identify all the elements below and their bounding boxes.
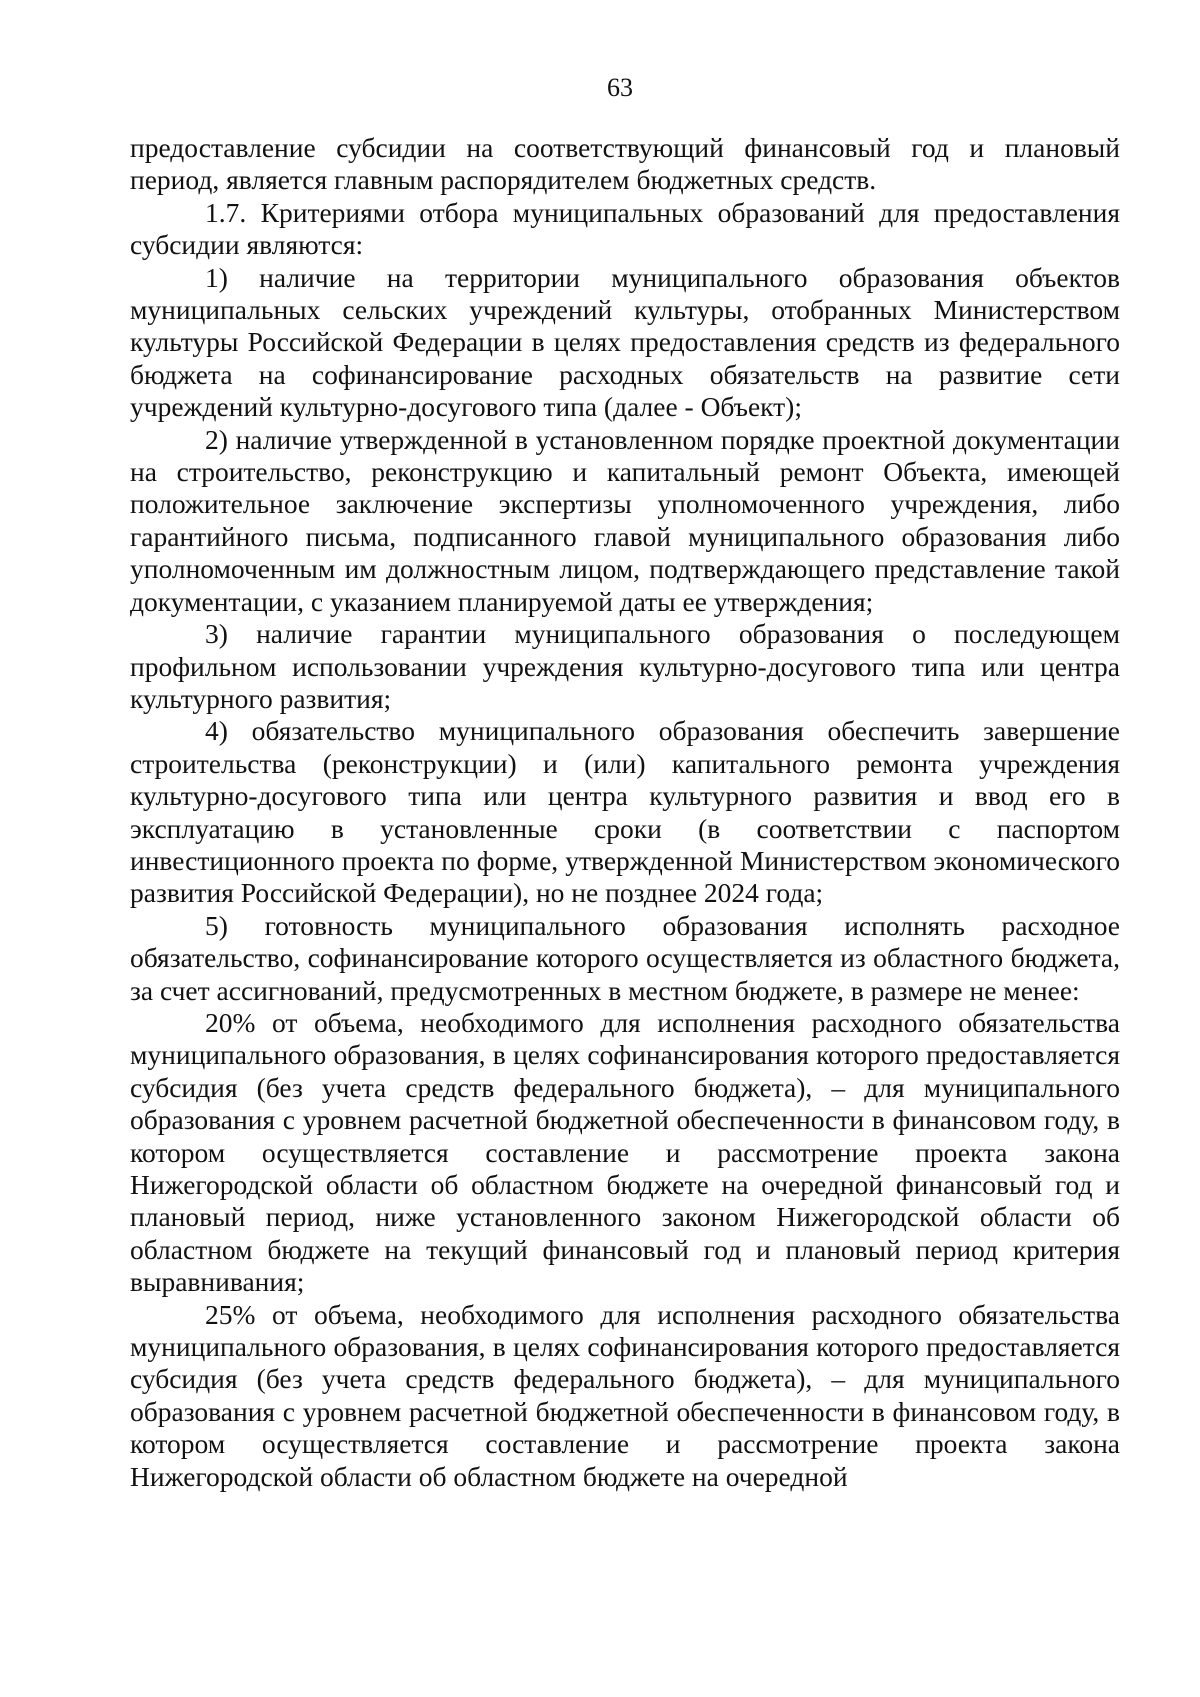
- criterion-4: 4) обязательство муниципального образования обеспечить завершение строительства (реконструкции) и (или) капитального ремонта учреждения культурно-досугового типа или центра культурного развития и ввод его в эксплуатацию в установленные сроки (в соответствии с паспортом инвестиционного проекта по форме, утвержденной Министерством экономического развития Российской Федерации), но не позднее 2024 года;: [130, 715, 1120, 909]
- criterion-5: 5) готовность муниципального образования исполнять расходное обязательство, софинансирование которого осуществляется из областного бюджета, за счет ассигнований, предусмотренных в местном бюджете, в размере не менее:: [130, 909, 1120, 1006]
- rate-20-percent: 20% от объема, необходимого для исполнения расходного обязательства муниципального образования, в целях софинансирования которого предоставляется субсидия (без учета средств федерального бюджета), – для муниципального образования с уровнем расчетной бюджетной обеспеченности в финансовом году, в котором осуществляется составление и рассмотрение проекта закона Нижегородской области об областном бюджете на очередной финансовый год и плановый период, ниже установленного законом Нижегородской области об областном бюджете на текущий финансовый год и плановый период критерия выравнивания;: [130, 1006, 1120, 1298]
- criterion-3: 3) наличие гарантии муниципального образования о последующем профильном использовании учреждения культурно-досугового типа или центра культурного развития;: [130, 618, 1120, 714]
- rate-25-percent: 25% от объема, необходимого для исполнения расходного обязательства муниципального образования, в целях софинансирования которого предоставляется субсидия (без учета средств федерального бюджета), – для муниципального образования с уровнем расчетной бюджетной обеспеченности в финансовом году, в котором осуществляется составление и рассмотрение проекта закона Нижегородской области об областном бюджете на очередной: [130, 1298, 1120, 1492]
- page-number: 63: [607, 73, 633, 102]
- criterion-1: 1) наличие на территории муниципального образования объектов муниципальных сельских учреждений культуры, отобранных Министерством культуры Российской Федерации в целях предоставления средств из федерального бюджета на софинансирование расходных обязательств на развитие сети учреждений культурно-досугового типа (далее - Объект);: [130, 261, 1120, 423]
- criterion-2: 2) наличие утвержденной в установленном порядке проектной документации на строительство, реконструкцию и капитальный ремонт Объекта, имеющей положительное заключение экспертизы уполномоченного учреждения, либо гарантийного письма, подписанного главой муниципального образования либо уполномоченным им должностным лицом, подтверждающего представление такой документации, с указанием планируемой даты ее утверждения;: [130, 423, 1120, 617]
- paragraph-continuation: предоставление субсидии на соответствующий финансовый год и плановый период, является главным распорядителем бюджетных средств.: [130, 132, 1120, 196]
- paragraph-clause-1-7: 1.7. Критериями отбора муниципальных образований для предоставления субсидии являются:: [130, 196, 1120, 261]
- document-body: [130, 132, 1120, 1493]
